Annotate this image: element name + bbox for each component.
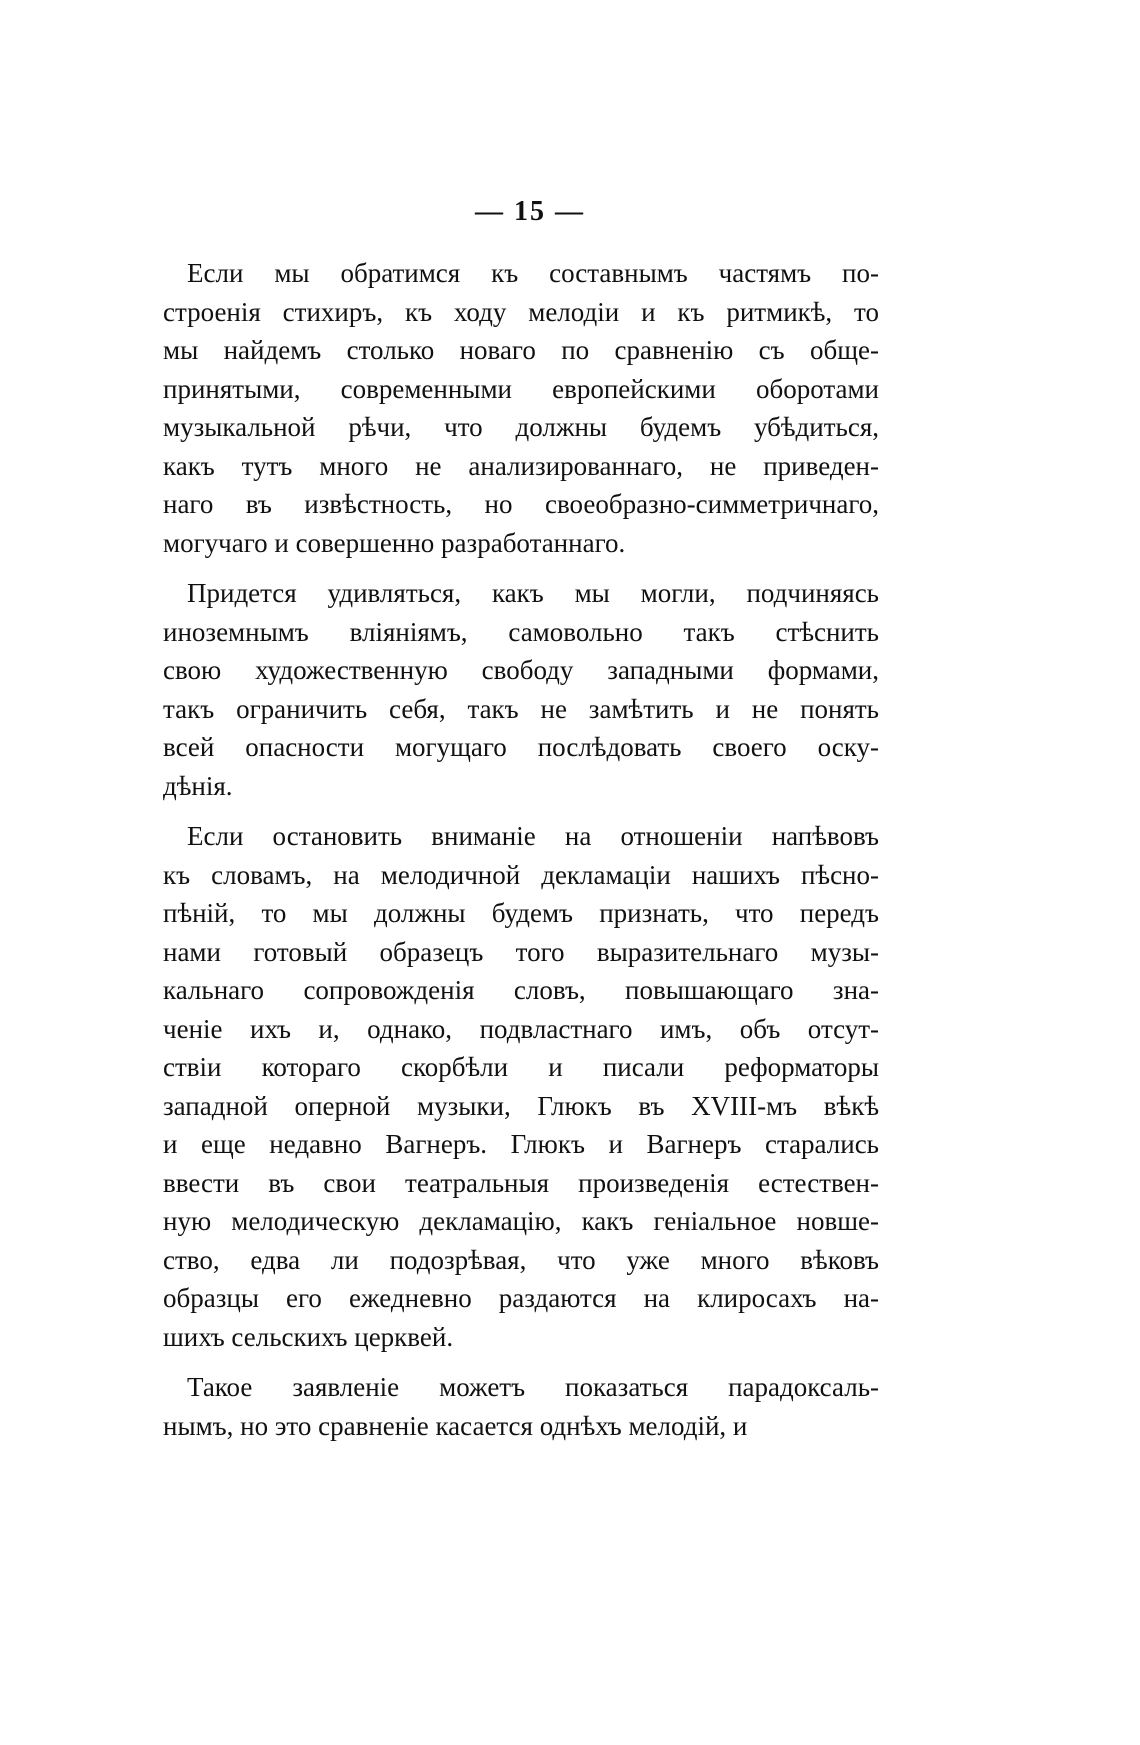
text-line: Такое заявленіе можетъ показаться парадоксаль- xyxy=(187,1372,879,1402)
text-line: къ словамъ, на мелодичной декламаціи нашихъ пѣсно- xyxy=(163,859,879,890)
paragraph-gap xyxy=(163,805,879,817)
text-line: мы найдемъ столько новаго по сравненію съ обще- xyxy=(163,335,879,365)
text-line: принятыми, современными европейскими оборотами xyxy=(163,373,879,404)
text-line: нымъ, но это сравненіе касается однѣхъ мелодій, и xyxy=(163,1410,748,1441)
paragraph xyxy=(163,254,879,562)
text-line: дѣнія. xyxy=(163,770,233,801)
text-line: образцы его ежедневно раздаются на клиросахъ на- xyxy=(163,1283,879,1313)
paragraph-gap xyxy=(163,562,879,574)
text-line: какъ тутъ много не анализированнаго, не приведен- xyxy=(163,450,879,481)
text-line: Если мы обратимся къ составнымъ частямъ по- xyxy=(187,258,879,288)
text-line: пѣній, то мы должны будемъ признать, что передъ xyxy=(163,898,879,928)
text-line: иноземнымъ вліяніямъ, самовольно такъ стѣснить xyxy=(163,616,879,647)
text-line: музыкальной рѣчи, что должны будемъ убѣдиться, xyxy=(163,412,879,442)
text-line: Если остановить вниманіе на отношеніи напѣвовъ xyxy=(187,821,879,851)
paragraph xyxy=(163,574,879,805)
text-line: кальнаго сопровожденія словъ, повышающаго зна- xyxy=(163,975,879,1005)
text-line: ввести въ свои театральныя произведенія естествен- xyxy=(163,1167,879,1198)
text-line: свою художественную свободу западными формами, xyxy=(163,655,879,685)
text-line: всей опасности могущаго послѣдовать своего оску- xyxy=(163,732,879,762)
text-line: нами готовый образецъ того выразительнаго музы- xyxy=(163,936,879,967)
page-number: — 15 — xyxy=(475,196,585,227)
text-line: и еще недавно Вагнеръ. Глюкъ и Вагнеръ старались xyxy=(163,1129,879,1159)
text-line: могучаго и совершенно разработаннаго. xyxy=(163,527,626,558)
text-line: шихъ сельскихъ церквей. xyxy=(163,1321,454,1352)
text-line: ную мелодическую декламацію, какъ геніальное новше- xyxy=(163,1206,879,1236)
text-line: такъ ограничить себя, такъ не замѣтить и не понять xyxy=(163,693,879,724)
text-line: ствіи котораго скорбѣли и писали реформаторы xyxy=(163,1052,879,1082)
text-line: ство, едва ли подозрѣвая, что уже много вѣковъ xyxy=(163,1244,879,1275)
body-text xyxy=(163,254,879,1445)
text-line: западной оперной музыки, Глюкъ въ XVIII-мъ вѣкѣ xyxy=(163,1090,879,1121)
text-line: ченіе ихъ и, однако, подвластнаго имъ, объ отсут- xyxy=(163,1013,879,1044)
text-line: строенія стихиръ, къ ходу мелодіи и къ ритмикѣ, то xyxy=(163,296,879,327)
text-line: Придется удивляться, какъ мы могли, подчиняясь xyxy=(187,578,879,608)
paragraph xyxy=(163,1368,879,1445)
paragraph xyxy=(163,817,879,1356)
text-line: наго въ извѣстность, но своеобразно-симметричнаго, xyxy=(163,489,879,519)
paragraph-gap xyxy=(163,1356,879,1368)
